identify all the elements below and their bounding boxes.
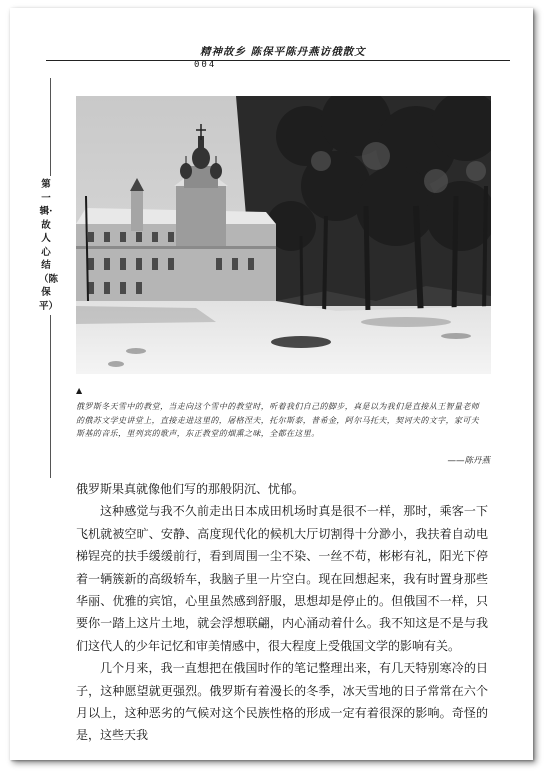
chapter-side-label: 第一辑·故人心结（陈保平）	[39, 176, 53, 315]
page-number: 004	[194, 60, 217, 70]
body-text	[76, 478, 488, 747]
running-title: 精神故乡 陈保平陈丹燕访俄散文	[200, 46, 366, 58]
photo-caption: 俄罗斯冬天雪中的教堂，当走向这个雪中的教堂时，听着我们自己的脚步，真是以为我们是直接从王智量老师的俄苏文学史讲堂上，直接走进这里的，屠格涅夫，托尔斯泰，普希金，阿尔马托夫，契诃夫的文字，家可夫斯基的音乐，里列宾的歌声，东正教堂的烟熏之味，全都在这里。	[76, 402, 480, 438]
church-photo	[76, 96, 491, 374]
book-page	[10, 8, 533, 760]
header-rule	[46, 60, 510, 61]
paragraph: 几个月来，我一直想把在俄国时作的笔记整理出来，有几天特别寒冷的日子，这种愿望就更强烈。俄罗斯有着漫长的冬季，冰天雪地的日子常常在六个月以上，这种恶劣的气候对这个民族性格的形成一定有着很深的影响。奇怪的是，这些天我	[76, 661, 488, 743]
caption-author: ——陈丹燕	[447, 456, 490, 466]
paragraph: 这种感觉与我不久前走出日本成田机场时真是很不一样，那时，乘客一下飞机就被空旷、安静、高度现代化的候机大厅切割得十分渺小，我扶着自动电梯锃亮的扶手缓缓前行，看到周围一尘不染、一丝不苟，彬彬有礼，阳光下停着一辆簇新的高级轿车，我脑子里一片空白。现在回想起来，我有时置身那些华丽、优雅的宾馆，心里虽然感到舒服，思想却是停止的。但俄国不一样，只要你一踏上这片土地，就会浮想联翩，内心涌动着什么。我不知这是不是与我们这代人的少年记忆和审美情感中，很大程度上受俄国文学的影响有关。	[76, 504, 488, 653]
church-photo-graphic	[76, 96, 491, 374]
paragraph: 俄罗斯果真就像他们写的那般阴沉、忧郁。	[76, 482, 305, 496]
caption-marker: ▲	[76, 386, 83, 395]
